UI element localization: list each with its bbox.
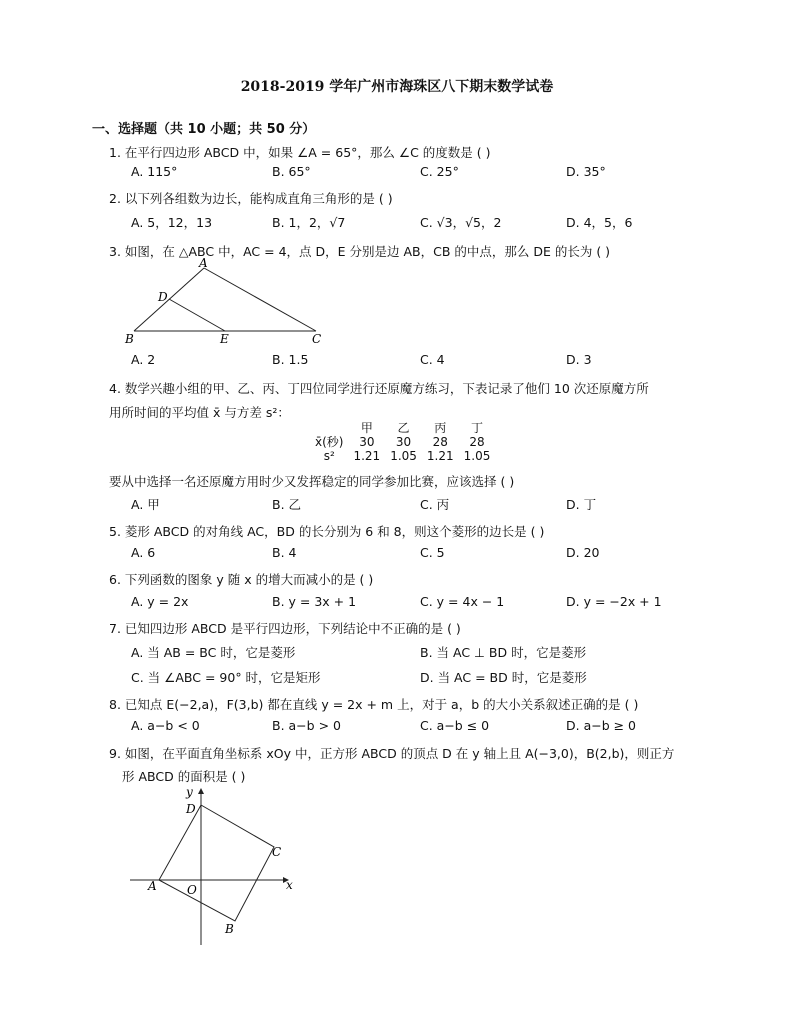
q6-option-d[interactable]: D. y = −2x + 1 <box>566 594 662 609</box>
question-5: 5. 菱形 ABCD 的对角线 AC，BD 的长分别为 6 和 8，则这个菱形的边长是 ( ) <box>109 524 545 539</box>
q8-option-b[interactable]: B. a−b > 0 <box>272 718 341 733</box>
q1-option-d[interactable]: D. 35° <box>566 164 606 179</box>
q2-option-c[interactable]: C. √3，√5，2 <box>420 215 502 230</box>
label-b: B <box>125 332 134 346</box>
q4-option-b[interactable]: B. 乙 <box>272 497 302 512</box>
question-4-line-2: 用所时间的平均值 x̄ 与方差 s²： <box>109 405 290 420</box>
q1-option-b[interactable]: B. 65° <box>272 164 311 179</box>
q5-options <box>0 545 794 561</box>
table-cell: 30 <box>395 435 412 449</box>
q1-options <box>0 164 794 180</box>
table-cell: 乙 <box>397 421 410 435</box>
table-cell <box>310 421 348 435</box>
q7-option-c[interactable]: C. 当 ∠ABC = 90° 时，它是矩形 <box>131 670 321 685</box>
q6-options <box>0 594 794 610</box>
q2-option-b[interactable]: B. 1，2，√7 <box>272 215 346 230</box>
q3-options <box>0 352 794 368</box>
label-x: x <box>286 878 293 892</box>
table-header-row <box>310 421 495 435</box>
label-b: B <box>225 922 234 936</box>
question-9-line-2: 形 ABCD 的面积是 ( ) <box>122 769 246 784</box>
table-cell: 28 <box>432 435 448 449</box>
q4-option-c[interactable]: C. 丙 <box>420 497 450 512</box>
q3-option-d[interactable]: D. 3 <box>566 352 592 367</box>
q6-option-a[interactable]: A. y = 2x <box>131 594 189 609</box>
q6-option-b[interactable]: B. y = 3x + 1 <box>272 594 357 609</box>
question-8: 8. 已知点 E(−2,a)，F(3,b) 都在直线 y = 2x + m 上，对于 a，b 的大小关系叙述正确的是 ( ) <box>109 697 639 712</box>
q3-option-b[interactable]: B. 1.5 <box>272 352 309 367</box>
square-abcd <box>159 805 274 921</box>
question-7: 7. 已知四边形 ABCD 是平行四边形，下列结论中不正确的是 ( ) <box>109 621 461 636</box>
table-cell: 丁 <box>470 421 483 435</box>
page-title: 2018-2019 学年广州市海珠区八下期末数学试卷 <box>240 79 554 95</box>
q8-options <box>0 718 794 734</box>
q8-option-c[interactable]: C. a−b ≤ 0 <box>420 718 490 733</box>
coordinate-figure <box>120 783 310 951</box>
table-row <box>310 449 495 463</box>
question-2: 2. 以下列各组数为边长，能构成直角三角形的是 ( ) <box>109 191 393 206</box>
q6-option-c[interactable]: C. y = 4x − 1 <box>420 594 505 609</box>
question-6: 6. 下列函数的图象 y 随 x 的增大而减小的是 ( ) <box>109 572 374 587</box>
q8-option-a[interactable]: A. a−b < 0 <box>131 718 200 733</box>
q5-option-c[interactable]: C. 5 <box>420 545 445 560</box>
q5-option-b[interactable]: B. 4 <box>272 545 297 560</box>
table-cell: 30 <box>359 435 375 449</box>
q5-option-d[interactable]: D. 20 <box>566 545 600 560</box>
label-d: D <box>158 290 168 304</box>
table-cell: 1.05 <box>463 449 491 463</box>
q7-option-d[interactable]: D. 当 AC = BD 时，它是菱形 <box>420 670 587 685</box>
label-c: C <box>312 332 322 346</box>
q7-options-row-2 <box>0 668 794 684</box>
question-4-line-1: 4. 数学兴趣小组的甲、乙、丙、丁四位同学进行还原魔方练习，下表记录了他们 10 次还原魔方所 <box>109 381 649 396</box>
q8-option-d[interactable]: D. a−b ≥ 0 <box>566 718 637 733</box>
q5-option-a[interactable]: A. 6 <box>131 545 156 560</box>
question-3: 3. 如图，在 △ABC 中，AC = 4，点 D，E 分别是边 AB，CB 的中点，那么 DE 的长为 ( ) <box>109 244 611 259</box>
table-cell: 28 <box>469 435 485 449</box>
table-cell: x̄(秒) <box>315 435 344 449</box>
q7-options-row-1 <box>0 643 794 659</box>
table-cell: 1.05 <box>390 449 417 463</box>
question-4-line-3: 要从中选择一名还原魔方用时少又发挥稳定的同学参加比赛，应该选择 ( ) <box>109 474 515 489</box>
edge-ac <box>204 268 316 331</box>
table-cell: 丙 <box>434 421 447 435</box>
stats-table <box>310 421 495 463</box>
section-heading: 一、选择题（共 10 小题；共 50 分） <box>92 122 316 137</box>
q4-option-d[interactable]: D. 丁 <box>566 497 597 512</box>
q4-options <box>0 495 794 511</box>
q2-option-a[interactable]: A. 5，12，13 <box>131 215 213 230</box>
q3-option-a[interactable]: A. 2 <box>131 352 156 367</box>
table-cell: 1.21 <box>353 449 381 463</box>
label-a: A <box>148 879 157 893</box>
q1-option-a[interactable]: A. 115° <box>131 164 178 179</box>
table-cell: s² <box>323 449 335 463</box>
q3-option-c[interactable]: C. 4 <box>420 352 445 367</box>
table-cell: 1.21 <box>426 449 454 463</box>
q1-option-c[interactable]: C. 25° <box>420 164 459 179</box>
table-row <box>310 435 495 449</box>
table-cell: 甲 <box>360 421 373 435</box>
label-d: D <box>186 802 196 816</box>
question-1: 1. 在平行四边形 ABCD 中，如果 ∠A = 65°，那么 ∠C 的度数是 ( ) <box>109 145 491 160</box>
label-c: C <box>272 845 282 859</box>
segment-de <box>169 299 225 331</box>
triangle-figure <box>120 258 335 348</box>
label-y: y <box>186 785 193 799</box>
label-o: O <box>187 883 197 897</box>
q2-option-d[interactable]: D. 4，5，6 <box>566 215 633 230</box>
question-9-line-1: 9. 如图，在平面直角坐标系 xOy 中，正方形 ABCD 的顶点 D 在 y 轴上且 A(−3,0)，B(2,b)，则正方 <box>109 746 675 761</box>
q4-option-a[interactable]: A. 甲 <box>131 497 160 512</box>
q7-option-b[interactable]: B. 当 AC ⊥ BD 时，它是菱形 <box>420 645 587 660</box>
q7-option-a[interactable]: A. 当 AB = BC 时，它是菱形 <box>131 645 296 660</box>
label-e: E <box>220 332 229 346</box>
q2-options <box>0 213 794 229</box>
label-a: A <box>199 258 208 270</box>
